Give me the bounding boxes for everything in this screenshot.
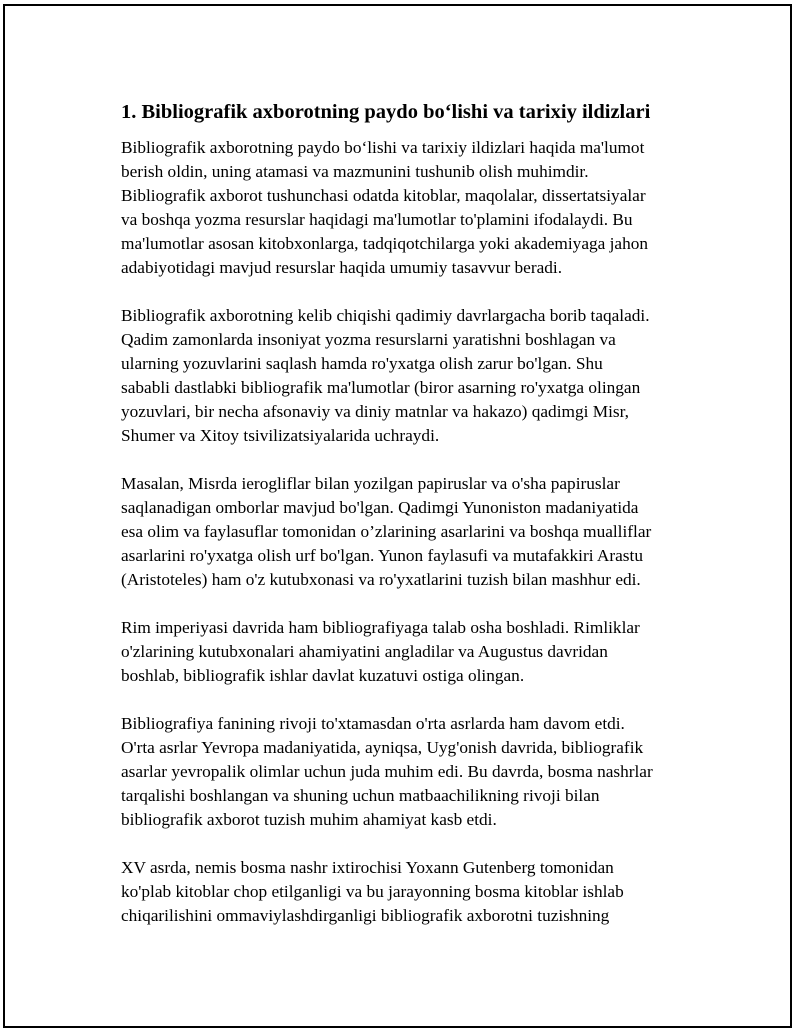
paragraph-5 [121,712,711,832]
text-line: O'rta asrlar Yevropa madaniyatida, ayniqsa, Uyg'onish davrida, bibliografik [121,738,644,757]
text-line: adabiyotidagi mavjud resurslar haqida umumiy tasavvur beradi. [121,258,563,277]
text-line: bibliografik axborot tuzish muhim ahamiyat kasb etdi. [121,810,497,829]
text-line: sababli dastlabki bibliografik ma'lumotlar (biror asarning ro'yxatga olingan [121,378,641,397]
paragraph-4 [121,616,711,688]
text-line: Bibliografik axborotning kelib chiqishi qadimiy davrlargacha borib taqaladi. [121,306,650,325]
text-line: Bibliografik axborot tushunchasi odatda kitoblar, maqolalar, dissertatsiyalar [121,186,646,205]
text-line: Shumer va Xitoy tsivilizatsiyalarida uchraydi. [121,426,440,445]
section-heading: 1. Bibliografik axborotning paydo bo‘lishi va tarixiy ildizlari [121,101,651,123]
text-line: va boshqa yozma resurslar haqidagi ma'lumotlar to'plamini ifodalaydi. Bu [121,210,633,229]
text-line: Masalan, Misrda ierogliflar bilan yozilgan papiruslar va o'sha papiruslar [121,474,620,493]
text-line: yozuvlari, bir necha afsonaviy va diniy matnlar va hakazo) qadimgi Misr, [121,402,629,421]
text-line: ko'plab kitoblar chop etilganligi va bu jarayonning bosma kitoblar ishlab [121,882,624,901]
text-line: o'zlarining kutubxonalari ahamiyatini angladilar va Augustus davridan [121,642,608,661]
paragraph-6 [121,856,711,928]
text-line: boshlab, bibliografik ishlar davlat kuzatuvi ostiga olingan. [121,666,525,685]
text-line: chiqarilishini ommaviylashdirganligi bibliografik axborotni tuzishning [121,906,610,925]
text-line: Rim imperiyasi davrida ham bibliografiyaga talab osha boshladi. Rimliklar [121,618,640,637]
text-line: tarqalishi boshlangan va shuning uchun matbaachilikning rivoji bilan [121,786,600,805]
text-line: (Aristoteles) ham o'z kutubxonasi va ro'yxatlarini tuzish bilan mashhur edi. [121,570,641,589]
text-line: Qadim zamonlarda insoniyat yozma resurslarni yaratishni boshlagan va [121,330,616,349]
text-line: esa olim va faylasuflar tomonidan o’zlarining asarlarini va boshqa mualliflar [121,522,652,541]
text-line: Bibliografiya fanining rivoji to'xtamasdan o'rta asrlarda ham davom etdi. [121,714,625,733]
text-line: ma'lumotlar asosan kitobxonlarga, tadqiqotchilarga yoki akademiyaga jahon [121,234,649,253]
text-line: asarlar yevropalik olimlar uchun juda muhim edi. Bu davrda, bosma nashrlar [121,762,653,781]
text-line: Bibliografik axborotning paydo bo‘lishi va tarixiy ildizlari haqida ma'lumot [121,138,645,157]
paragraph-1 [121,136,711,280]
text-line: asarlarini ro'yxatga olish urf bo'lgan. Yunon faylasufi va mutafakkiri Arastu [121,546,643,565]
paragraph-3 [121,472,711,592]
text-line: berish oldin, uning atamasi va mazmunini tushunib olish muhimdir. [121,162,589,181]
text-line: saqlanadigan omborlar mavjud bo'lgan. Qadimgi Yunoniston madaniyatida [121,498,639,517]
document-body [121,98,711,952]
paragraph-2 [121,304,711,448]
page-frame [3,4,792,1028]
text-line: ularning yozuvlarini saqlash hamda ro'yxatga olish zarur bo'lgan. Shu [121,354,603,373]
text-line: XV asrda, nemis bosma nashr ixtirochisi Yoxann Gutenberg tomonidan [121,858,614,877]
